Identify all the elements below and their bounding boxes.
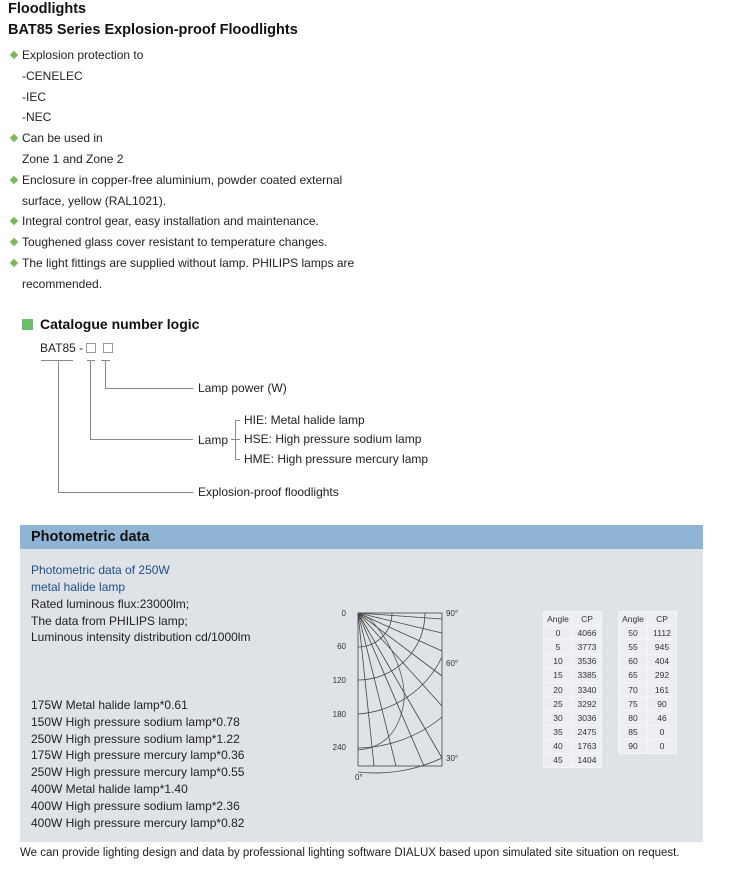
feature-text: -IEC [22,89,46,104]
angle-cell: 75 [619,697,648,711]
series-label: Explosion-proof floodlights [198,485,339,499]
table-row [544,753,602,767]
table-row [619,654,677,668]
cp-cell: 3292 [573,697,602,711]
table-row [544,654,602,668]
table-row [544,739,602,753]
feature-text: recommended. [22,276,103,291]
cp-cell: 3036 [573,711,602,725]
table-row [619,739,677,753]
radial-tick-60: 60 [337,642,346,651]
photometric-heading: Photometric data [20,525,703,549]
angle-cell: 30 [544,711,573,725]
cp-table-1 [543,611,602,768]
angle-cell: 85 [619,725,648,739]
angle-label-0: 0° [355,773,363,782]
feature-text: -CENELEC [22,68,83,83]
lamp-multiplier: 250W High pressure sodium lamp*1.22 [31,731,240,746]
cp-cell: 161 [648,682,677,696]
code-prefix: BAT85 - [40,341,84,355]
lamp-type-hme: HME: High pressure mercury lamp [244,452,429,466]
cp-cell: 945 [648,640,677,654]
table-row [544,711,602,725]
table-row [544,640,602,654]
feature-text: surface, yellow (RAL1021). [22,193,167,208]
photometric-panel [20,525,703,842]
photometric-subtitle-2: metal halide lamp [31,580,126,594]
lamp-multiplier: 175W High pressure mercury lamp*0.36 [31,748,245,763]
lamp-multiplier: 250W High pressure mercury lamp*0.55 [31,765,245,780]
angle-cell: 90 [619,739,648,753]
feature-text: The light fittings are supplied without lamp. PHILIPS lamps are [22,255,355,270]
table-row [619,697,677,711]
lamp-multiplier-list [31,697,244,831]
angle-label-60: 60° [446,659,459,668]
angle-cell: 25 [544,697,573,711]
table-row [619,668,677,682]
lamp-multiplier: 400W High pressure sodium lamp*2.36 [31,798,240,813]
table-row [544,682,602,696]
table-row [619,711,677,725]
angle-cell: 70 [619,682,648,696]
angle-cell: 55 [619,640,648,654]
table-row [619,640,677,654]
photometric-info-source: The data from PHILIPS lamp; [31,614,188,628]
photometric-subtitle-1: Photometric data of 250W [31,563,170,577]
angle-cell: 15 [544,668,573,682]
angle-cell: 60 [619,654,648,668]
cp-cell: 3385 [573,668,602,682]
angle-label-90: 90° [446,609,459,618]
column-header: Angle [619,612,648,626]
cp-cell: 1112 [648,626,677,640]
angle-cell: 50 [619,626,648,640]
cp-cell: 1404 [573,753,602,767]
photometric-info-flux: Rated luminous flux:23000lm; [31,597,190,611]
cp-cell: 90 [648,697,677,711]
angle-cell: 35 [544,725,573,739]
angle-cell: 80 [619,711,648,725]
table-row [544,697,602,711]
feature-text: Can be used in [22,131,103,146]
angle-cell: 5 [544,640,573,654]
cp-table-2 [618,611,677,754]
table-header-row [544,612,602,626]
table-row [544,668,602,682]
lamp-label: Lamp [198,433,229,447]
table-row [544,626,602,640]
feature-text: Explosion protection to [22,48,144,62]
feature-text: -NEC [22,110,52,125]
angle-cell: 40 [544,739,573,753]
product-title: BAT85 Series Explosion-proof Floodlights [8,22,298,38]
column-header: CP [648,612,677,626]
lamp-multiplier: 150W High pressure sodium lamp*0.78 [31,714,240,729]
cp-cell: 46 [648,711,677,725]
cp-cell: 4066 [573,626,602,640]
table-row [619,626,677,640]
feature-text: Enclosure in copper-free aluminium, powder coated external [22,172,343,187]
cp-cell: 404 [648,654,677,668]
cp-cell: 0 [648,725,677,739]
lamp-type-hse: HSE: High pressure sodium lamp [244,432,422,446]
angle-cell: 45 [544,753,573,767]
cp-cell: 0 [648,739,677,753]
table-row [619,682,677,696]
column-header: CP [573,612,602,626]
angle-label-30: 30° [446,754,459,763]
cp-cell: 2475 [573,725,602,739]
table-header-row [619,612,677,626]
cp-cell: 3536 [573,654,602,668]
angle-cell: 65 [619,668,648,682]
radial-tick-240: 240 [332,743,346,752]
lamp-multiplier: 400W Metal halide lamp*1.40 [31,781,188,796]
polar-intensity-diagram [330,605,480,790]
cp-cell: 292 [648,668,677,682]
cp-cell: 1763 [573,739,602,753]
category-title: Floodlights [8,1,87,17]
column-header: Angle [544,612,573,626]
cp-cell: 3773 [573,640,602,654]
angle-cell: 0 [544,626,573,640]
radial-tick-0: 0 [341,609,346,618]
feature-text: Integral control gear, easy installation and maintenance. [22,214,319,229]
angle-cell: 20 [544,682,573,696]
lamp-multiplier: 400W High pressure mercury lamp*0.82 [31,815,245,830]
catalogue-heading: Catalogue number logic [40,316,200,332]
table-row [619,725,677,739]
cp-cell: 3340 [573,682,602,696]
lamp-type-hie: HIE: Metal halide lamp [244,413,365,427]
feature-text: Zone 1 and Zone 2 [22,151,124,166]
radial-tick-120: 120 [332,676,346,685]
footer-note: We can provide lighting design and data by professional lighting software DIALUX based upon simulated site situation on request. [20,847,680,859]
radial-tick-180: 180 [332,710,346,719]
photometric-info-distribution: Luminous intensity distribution cd/1000lm [31,630,251,644]
table-row [544,725,602,739]
lamp-power-label: Lamp power (W) [198,381,287,395]
lamp-multiplier: 175W Metal halide lamp*0.61 [31,698,188,712]
angle-cell: 10 [544,654,573,668]
feature-text: Toughened glass cover resistant to temperature changes. [22,235,328,250]
